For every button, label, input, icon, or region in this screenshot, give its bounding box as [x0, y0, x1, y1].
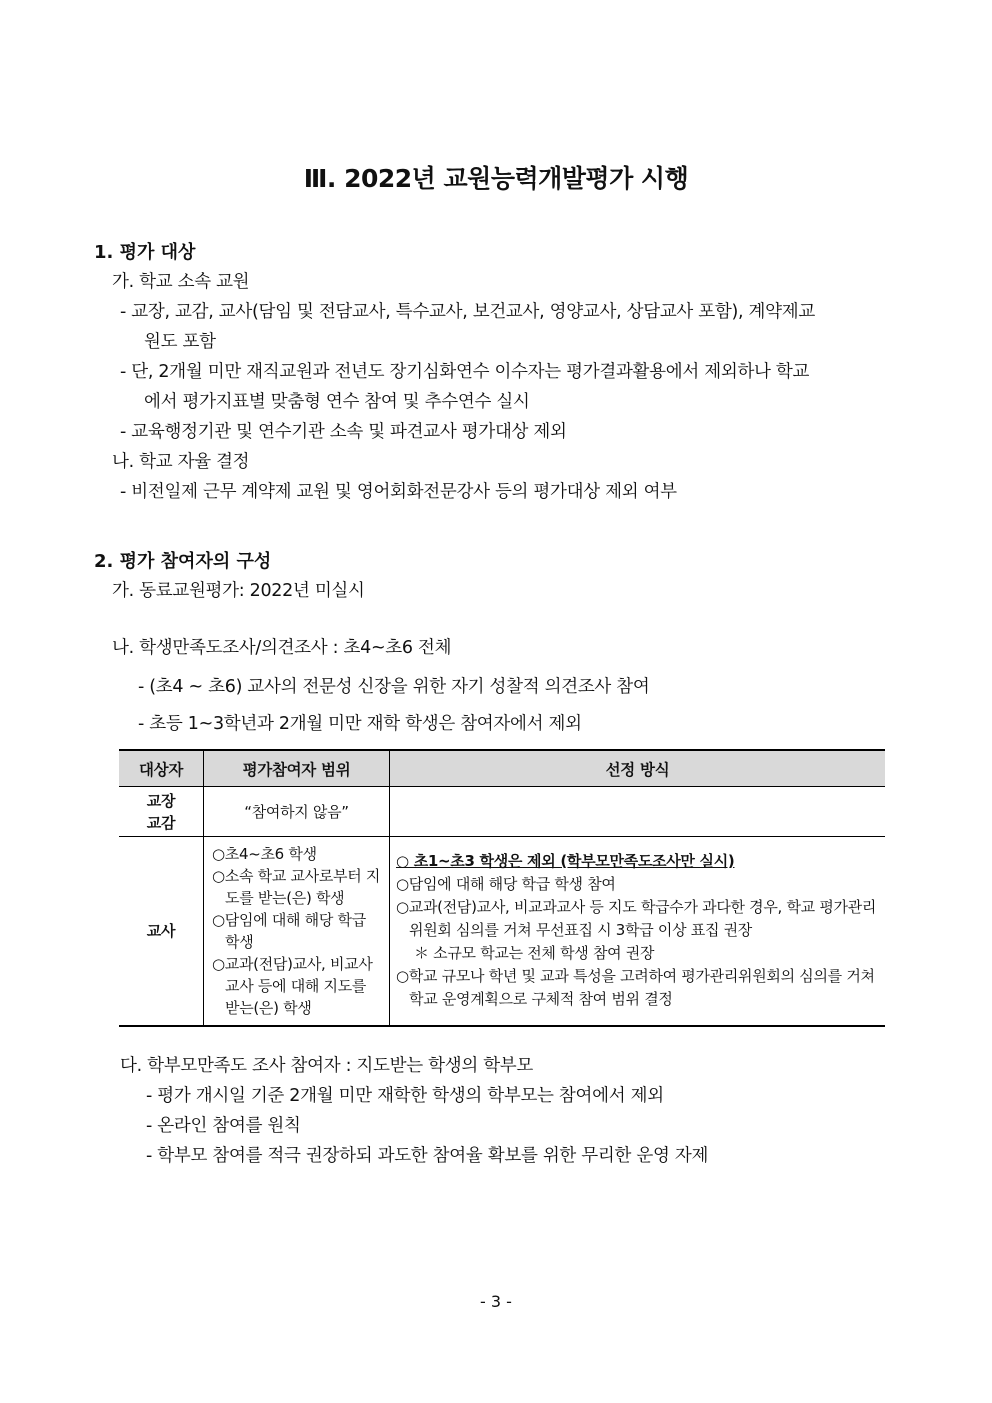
section-2-heading: 2. 평가 참여자의 구성: [94, 551, 272, 572]
section-1-b-item: - 비전일제 근무 계약제 교원 및 영어회화전문강사 등의 평가대상 제외 여부: [120, 482, 677, 502]
table-cell-scope: [204, 837, 390, 1026]
target-principal: 교장: [146, 791, 176, 810]
table-row: [119, 787, 885, 837]
method-item: [396, 850, 879, 873]
section-2-b-label: 나. 학생만족도조사/의견조사 : 초4~초6 전체: [112, 638, 452, 658]
section-2-b-item: - 초등 1~3학년과 2개월 미만 재학 학생은 참여자에서 제외: [138, 714, 582, 734]
table-cell-target: 교사: [119, 837, 204, 1026]
table-row: [119, 837, 885, 1026]
section-2-a-label: 가. 동료교원평가: 2022년 미실시: [112, 581, 365, 601]
scope-item: ○교과(전담)교사, 비교사 교사 등에 대해 지도를 받는(은) 학생: [212, 954, 373, 1017]
section-2-c-item: - 학부모 참여를 적극 권장하되 과도한 참여율 확보를 위한 무리한 운영 자제: [146, 1146, 709, 1166]
section-2-c-item: - 온라인 참여를 원칙: [146, 1116, 301, 1136]
table-header-cell: 평가참여자 범위: [204, 750, 390, 787]
table-cell-method: [390, 787, 886, 837]
table-header-cell: 대상자: [119, 750, 204, 787]
table-cell-method: [390, 837, 886, 1026]
table-header-cell: 선정 방식: [390, 750, 886, 787]
section-2-b-item: - (초4 ~ 초6) 교사의 전문성 신장을 위한 자기 성찰적 의견조사 참여: [138, 677, 650, 697]
method-item-emphasis: ○ 초1~초3 학생은 제외 (학부모만족도조사만 실시): [396, 852, 735, 871]
section-1-a-item-cont: 에서 평가지표별 맞춤형 연수 참여 및 추수연수 실시: [144, 392, 530, 412]
scope-item: ○담임에 대해 해당 학급 학생: [212, 910, 366, 951]
section-2-c-item: - 평가 개시일 기준 2개월 미만 재학한 학생의 학부모는 참여에서 제외: [146, 1086, 664, 1106]
section-1-a-label: 가. 학교 소속 교원: [112, 272, 250, 292]
section-1-a-item: - 단, 2개월 미만 재직교원과 전년도 장기심화연수 이수자는 평가결과활용에서 제외하나 학교: [120, 362, 810, 382]
method-item: ○담임에 대해 해당 학급 학생 참여: [396, 875, 616, 894]
section-1-b-label: 나. 학교 자율 결정: [112, 452, 250, 472]
target-vice-principal: 교감: [146, 813, 176, 832]
table-cell-target: [119, 787, 204, 837]
method-item: ○교과(전담)교사, 비교과교사 등 지도 학급수가 과다한 경우, 학교 평가관리위원회 심의를 거쳐 무선표집 시 3학급 이상 표집 권장: [396, 898, 877, 940]
method-item: ○학교 규모나 학년 및 교과 특성을 고려하여 평가관리위원회의 심의를 거쳐 학교 운영계획으로 구체적 참여 범위 결정: [396, 967, 875, 1009]
scope-item: ○초4~초6 학생: [212, 844, 317, 863]
participant-table: [119, 749, 885, 1027]
table-header-row: [119, 750, 885, 787]
page-number: - 3 -: [480, 1292, 512, 1311]
page-title: Ⅲ. 2022년 교원능력개발평가 시행: [303, 164, 689, 193]
section-1-a-item-cont: 원도 포함: [144, 332, 216, 352]
section-1-a-item: - 교육행정기관 및 연수기관 소속 및 파견교사 평가대상 제외: [120, 422, 567, 442]
method-note: ＊ 소규모 학교는 전체 학생 참여 권장: [414, 944, 655, 963]
section-1-heading: 1. 평가 대상: [94, 242, 196, 263]
section-1-a-item: - 교장, 교감, 교사(담임 및 전담교사, 특수교사, 보건교사, 영양교사, 상담교사 포함), 계약제교: [120, 302, 815, 322]
table-cell-scope: “참여하지 않음”: [204, 787, 390, 837]
section-2-c-label: 다. 학부모만족도 조사 참여자 : 지도받는 학생의 학부모: [120, 1056, 534, 1076]
scope-item: ○소속 학교 교사로부터 지도를 받는(은) 학생: [212, 866, 381, 907]
